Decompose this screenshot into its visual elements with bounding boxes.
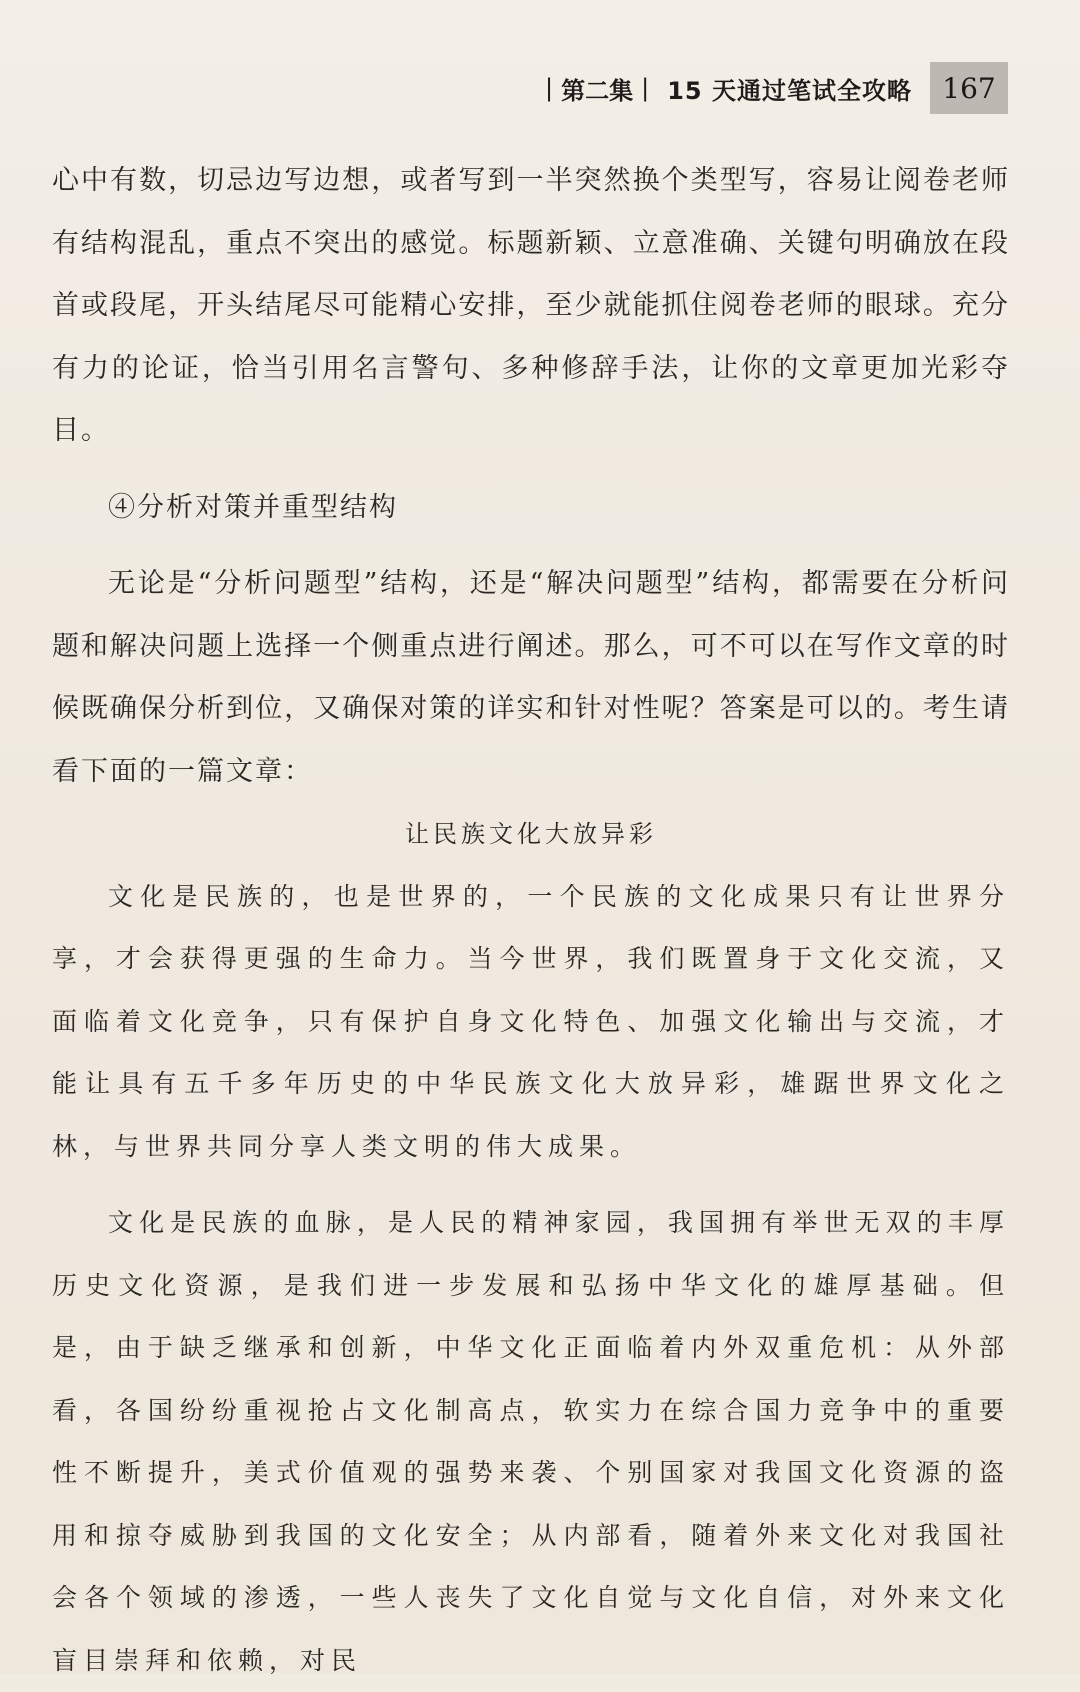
page-body — [52, 150, 1010, 1692]
body-paragraph: 无论是“分析问题型”结构，还是“解决问题型”结构，都需要在分析问题和解决问题上选择一个侧重点进行阐述。那么，可不可以在写作文章的时候既确保分析到位，又确保对策的详实和针对性呢？答案是可以的。考生请看下面的一篇文章： — [52, 568, 1010, 787]
header-book-title: 15 天通过笔试全攻略 — [667, 76, 912, 105]
article-paragraph: 文化是民族的，也是世界的，一个民族的文化成果只有让世界分享，才会获得更强的生命力。当今世界，我们既置身于文化交流，又面临着文化竞争，只有保护自身文化特色、加强文化输出与交流，才能让具有五千多年历史的中华民族文化大放异彩，雄踞世界文化之林，与世界共同分享人类文明的伟大成果。 — [52, 881, 1010, 1161]
header-separator: | — [641, 74, 650, 102]
sample-article — [52, 803, 1010, 1692]
article-paragraph: 文化是民族的血脉，是人民的精神家园，我国拥有举世无双的丰厚历史文化资源，是我们进一步发展和弘扬中华文化的雄厚基础。但是，由于缺乏继承和创新，中华文化正面临着内外双重危机：从外部看，各国纷纷重视抢占文化制高点，软实力在综合国力竞争中的重要性不断提升，美式价值观的强势来袭、个别国家对我国文化资源的盗用和掠夺威胁到我国的文化安全；从内部看，随着外来文化对我国社会各个领域的渗透，一些人丧失了文化自觉与文化自信，对外来文化盲目崇拜和依赖，对民 — [52, 1208, 1010, 1675]
page-number: 167 — [930, 62, 1008, 114]
header-separator: | — [545, 74, 554, 102]
body-paragraph: 心中有数，切忌边写边想，或者写到一半突然换个类型写，容易让阅卷老师有结构混乱，重点不突出的感觉。标题新颖、立意准确、关键句明确放在段首或段尾，开头结尾尽可能精心安排，至少就能抓住阅卷老师的眼球。充分有力的论证，恰当引用名言警句、多种修辞手法，让你的文章更加光彩夺目。 — [52, 165, 1010, 446]
subheading: ④分析对策并重型结构 — [108, 491, 398, 523]
header-section: 第二集 — [561, 76, 634, 105]
article-title: 让民族文化大放异彩 — [405, 820, 657, 848]
running-header — [537, 62, 1008, 114]
